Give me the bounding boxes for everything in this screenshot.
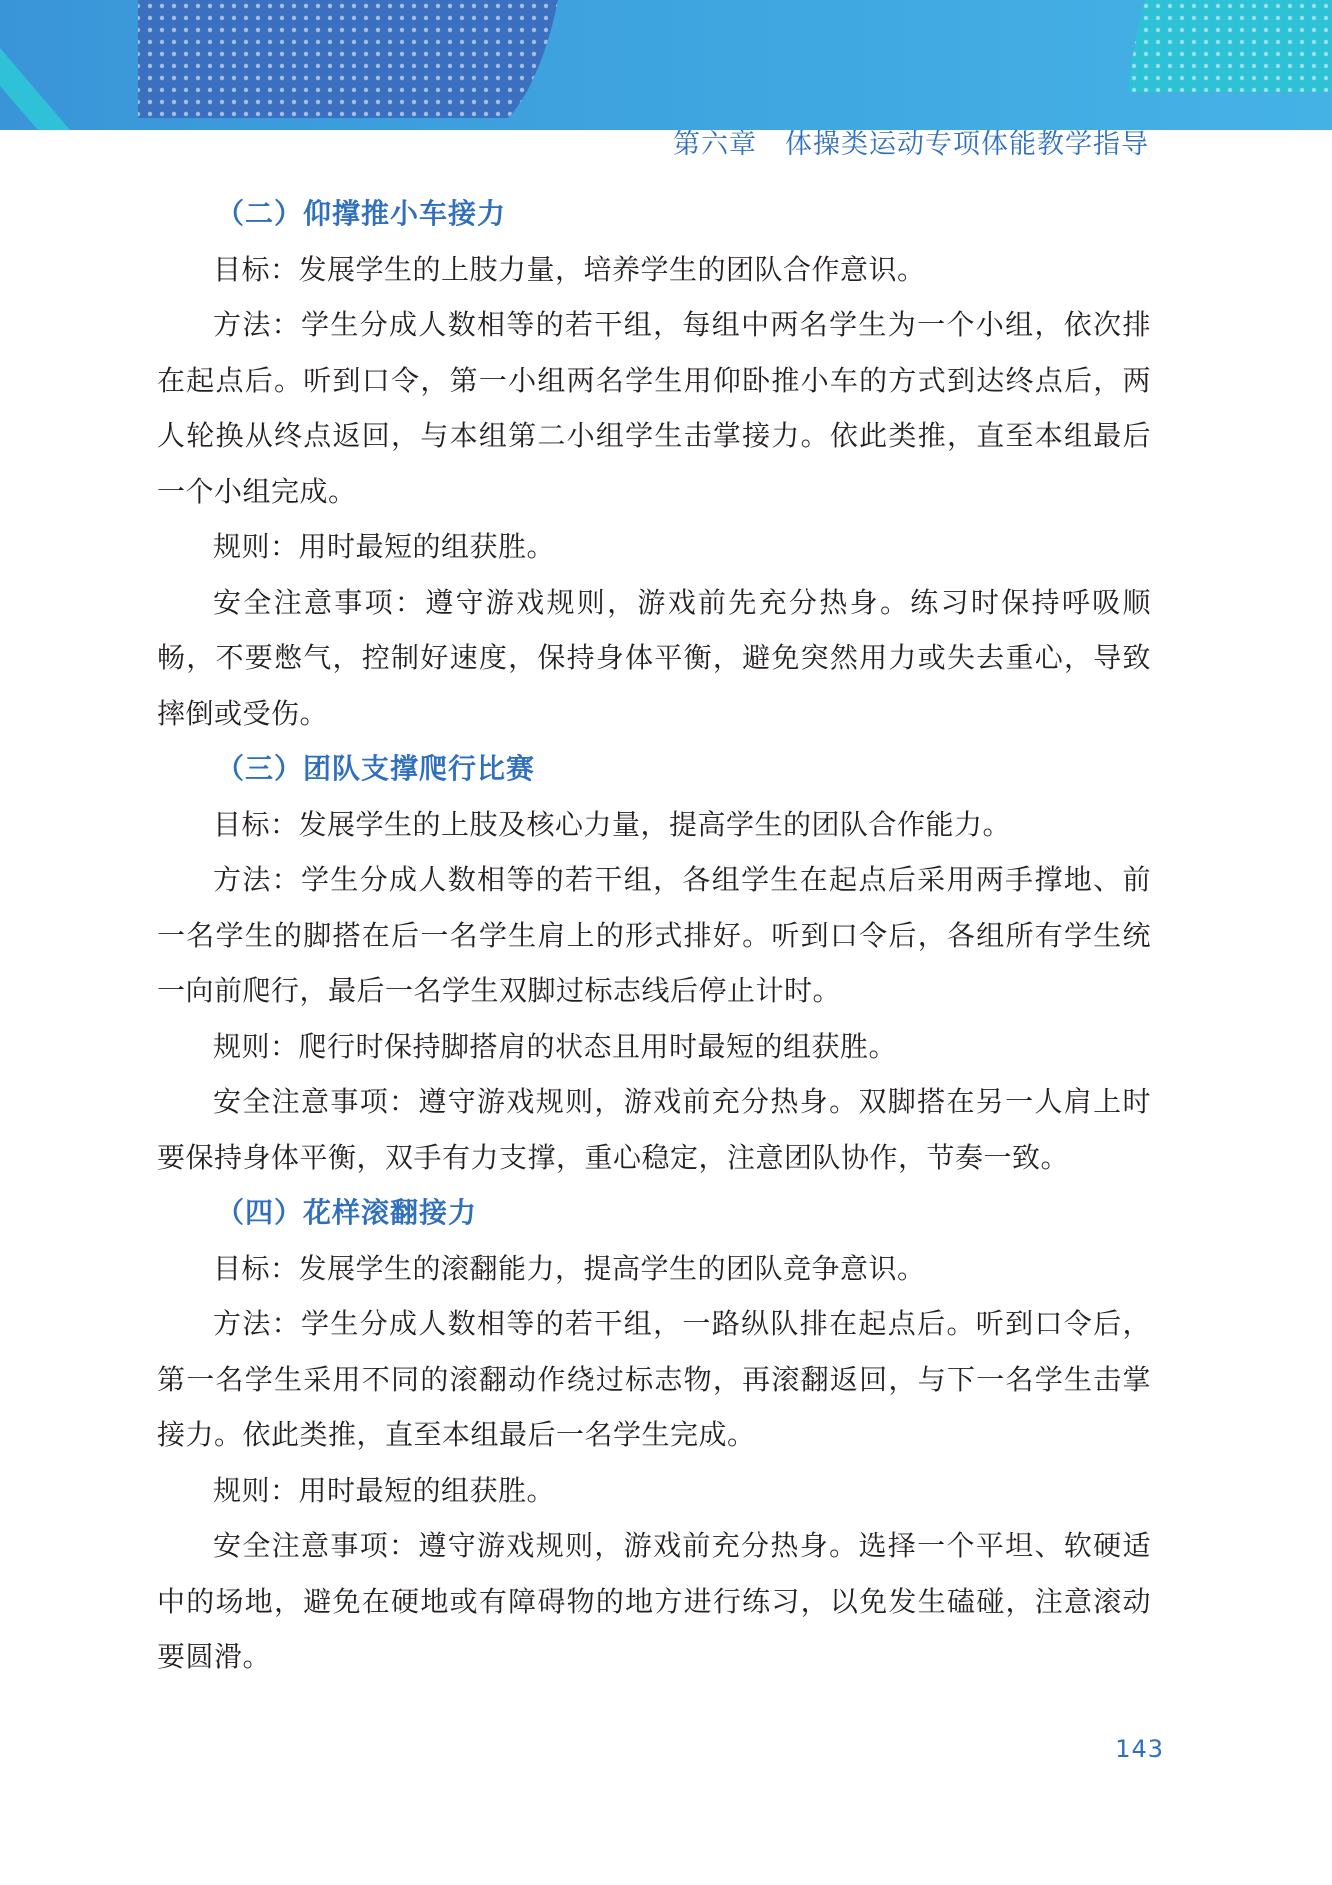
method-label: 方法： xyxy=(213,308,302,341)
header-band xyxy=(0,0,1332,132)
section-heading: （四）花样滚翻接力 xyxy=(216,1196,478,1229)
rule-label: 规则： xyxy=(213,530,299,563)
goal-text: 发展学生的上肢力量，培养学生的团队合作意识。 xyxy=(298,252,926,286)
safety-paragraph xyxy=(157,575,1151,742)
goal-label: 目标： xyxy=(213,252,299,286)
safety-paragraph xyxy=(157,1074,1151,1185)
safety-paragraph xyxy=(157,1518,1151,1685)
safety-label: 安全注意事项： xyxy=(213,585,426,619)
rule-label: 规则： xyxy=(213,1029,299,1063)
rule-paragraph xyxy=(157,1019,1151,1075)
goal-paragraph xyxy=(157,242,1151,298)
safety-text: 遵守游戏规则，游戏前先充分热身。练习时保持呼吸顺畅，不要憋气，控制好速度，保持身体平衡，避免突然用力或失去重心，导致摔倒或受伤。 xyxy=(157,585,1151,730)
safety-label: 安全注意事项： xyxy=(213,1085,419,1118)
goal-text: 发展学生的滚翻能力，提高学生的团队竞争意识。 xyxy=(298,1251,926,1285)
rule-label: 规则： xyxy=(213,1473,299,1507)
section-heading: （三）团队支撑爬行比赛 xyxy=(216,752,536,785)
section-4 xyxy=(157,1185,1151,1685)
rule-paragraph xyxy=(157,519,1151,575)
safety-text: 遵守游戏规则，游戏前充分热身。选择一个平坦、软硬适中的场地，避免在硬地或有障碍物的地方进行练习，以免发生磕碰，注意滚动要圆滑。 xyxy=(157,1529,1151,1673)
method-label: 方法： xyxy=(213,863,302,896)
method-text: 学生分成人数相等的若干组，各组学生在起点后采用两手撑地、前一名学生的脚搭在后一名学生肩上的形式排好。听到口令后，各组所有学生统一向前爬行，最后一名学生双脚过标志线后停止计时。 xyxy=(157,863,1151,1007)
method-paragraph xyxy=(157,1296,1151,1463)
rule-text: 用时最短的组获胜。 xyxy=(298,1473,556,1507)
goal-label: 目标： xyxy=(213,807,299,841)
goal-label: 目标： xyxy=(213,1251,299,1285)
section-3 xyxy=(157,741,1151,1185)
safety-label: 安全注意事项： xyxy=(213,1529,419,1562)
chapter-title: 第六章 体操类运动专项体能教学指导 xyxy=(673,129,1149,160)
rule-paragraph xyxy=(157,1463,1151,1519)
goal-text: 发展学生的上肢及核心力量，提高学生的团队合作能力。 xyxy=(298,807,1012,841)
page-body xyxy=(157,186,1151,1685)
method-label: 方法： xyxy=(213,1307,302,1340)
rule-text: 用时最短的组获胜。 xyxy=(298,530,556,563)
safety-text: 遵守游戏规则，游戏前充分热身。双脚搭在另一人肩上时要保持身体平衡，双手有力支撑，重心稳定，注意团队协作，节奏一致。 xyxy=(157,1085,1151,1174)
method-text: 学生分成人数相等的若干组，每组中两名学生为一个小组，依次排在起点后。听到口令，第一小组两名学生用仰卧推小车的方式到达终点后，两人轮换从终点返回，与本组第二小组学生击掌接力。依此类推，直至本组最后一个小组完成。 xyxy=(157,308,1151,508)
goal-paragraph xyxy=(157,1241,1151,1297)
method-text: 学生分成人数相等的若干组，一路纵队排在起点后。听到口令后，第一名学生采用不同的滚翻动作绕过标志物，再滚翻返回，与下一名学生击掌接力。依此类推，直至本组最后一名学生完成。 xyxy=(157,1307,1151,1451)
page-number: 143 xyxy=(1115,1735,1164,1763)
rule-text: 爬行时保持脚搭肩的状态且用时最短的组获胜。 xyxy=(298,1029,898,1063)
goal-paragraph xyxy=(157,797,1151,853)
section-2 xyxy=(157,186,1151,741)
method-paragraph xyxy=(157,852,1151,1019)
section-heading: （二）仰撑推小车接力 xyxy=(216,197,507,230)
method-paragraph xyxy=(157,297,1151,519)
